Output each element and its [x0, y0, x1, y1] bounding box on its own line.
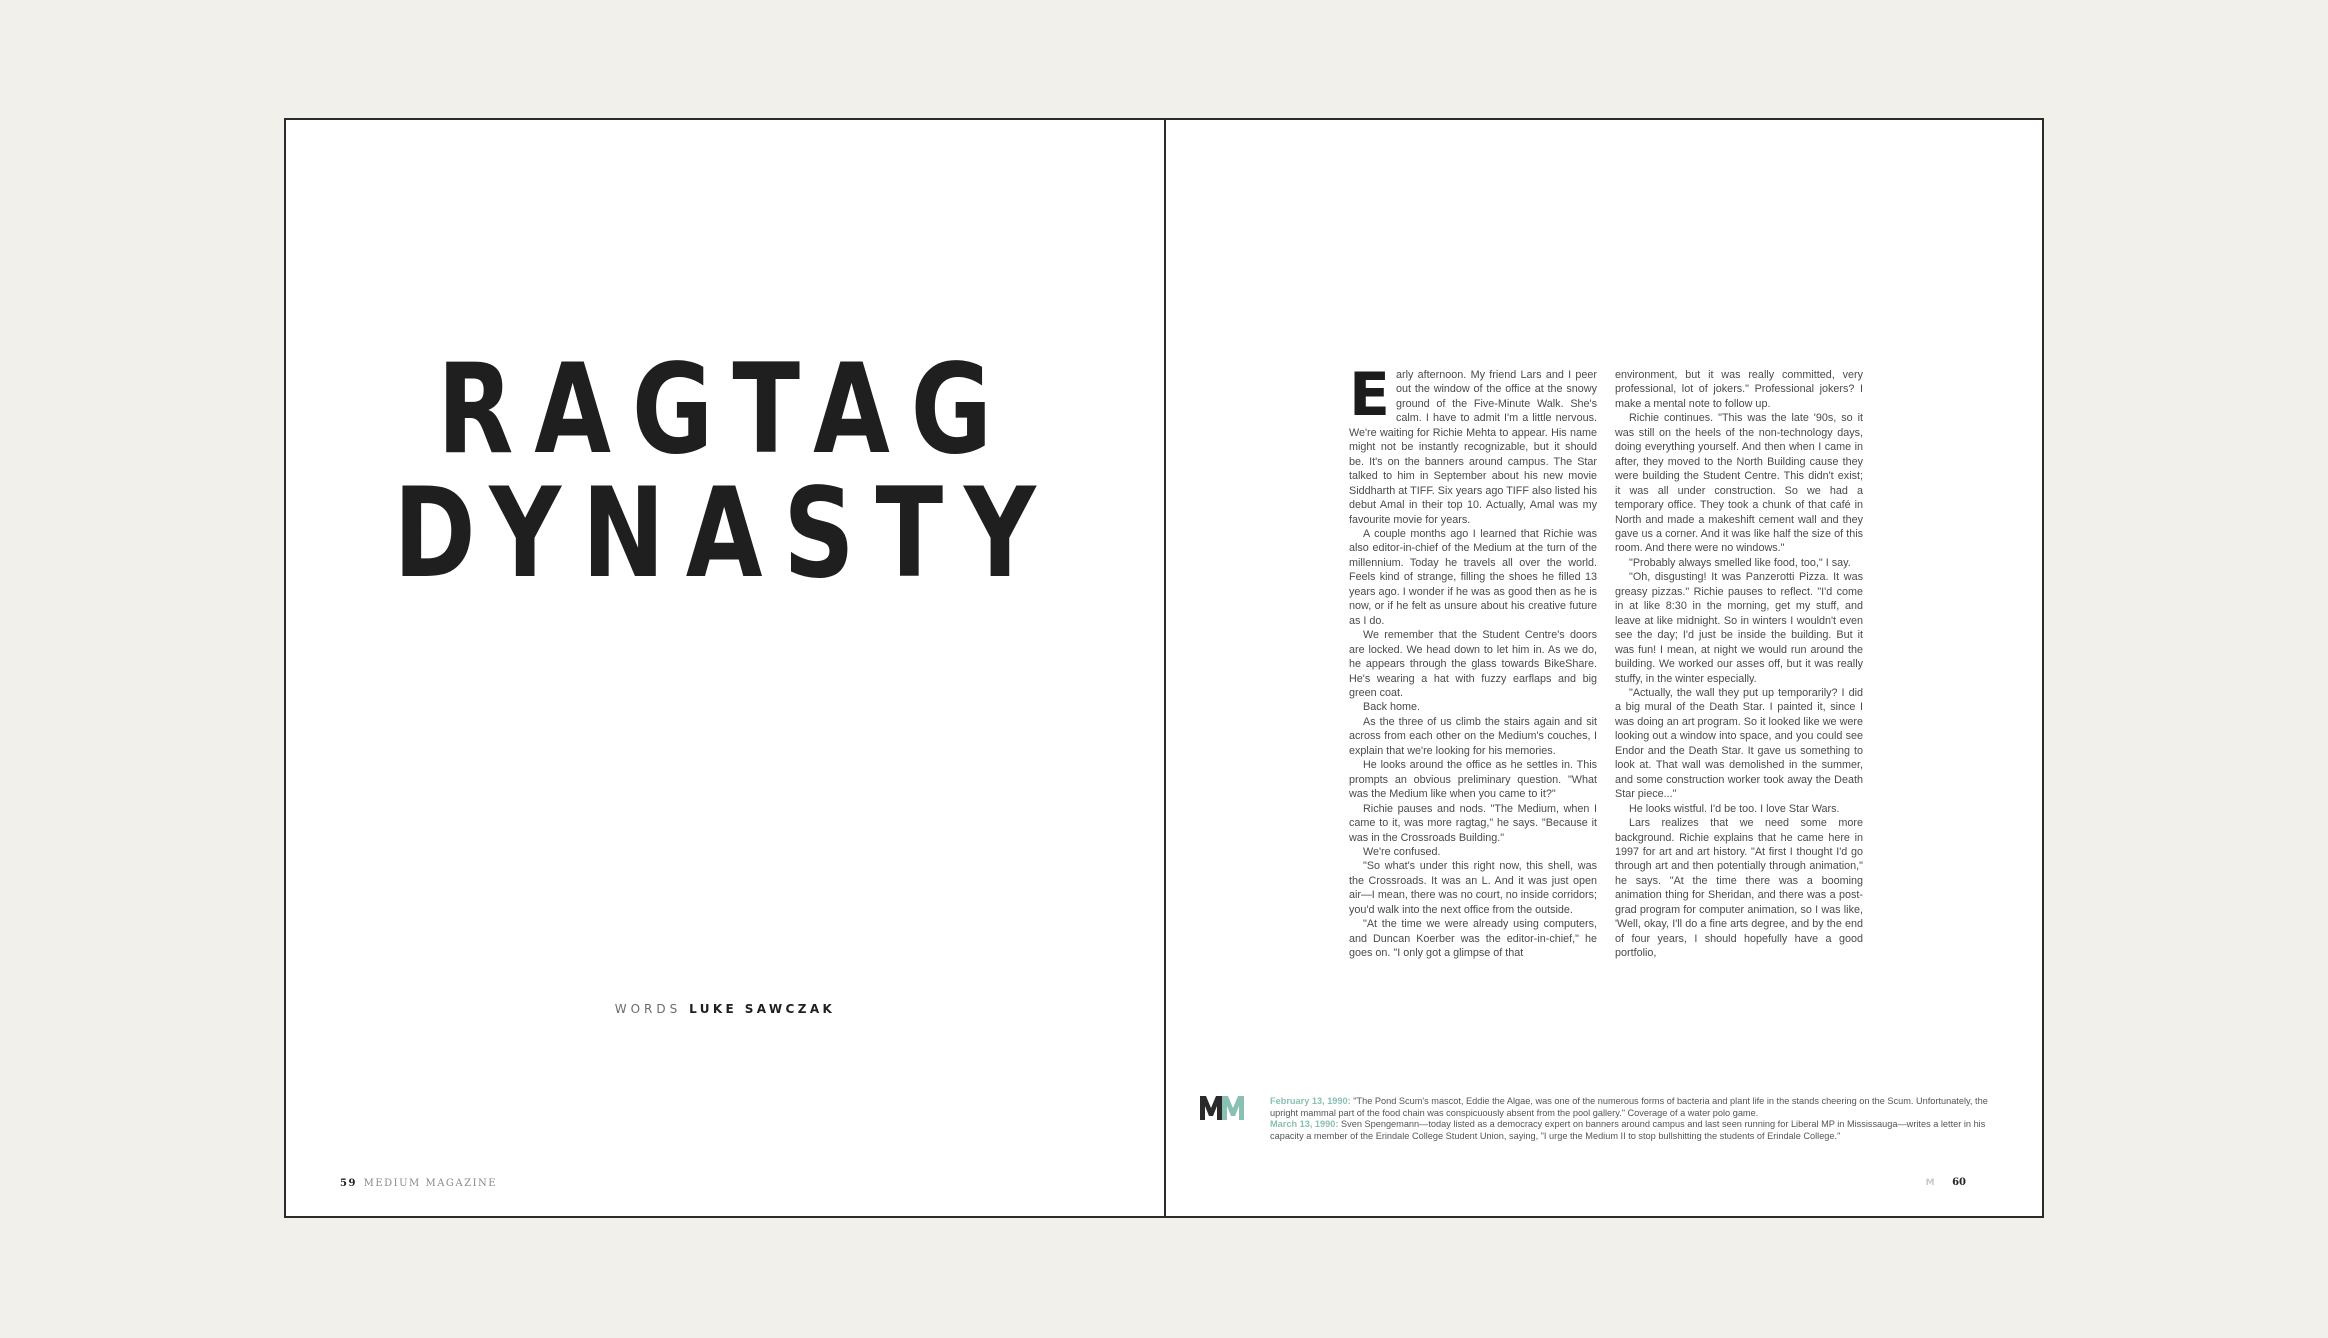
footnote-text: Sven Spengemann—today listed as a democracy expert on banners around campus and last seen running for Liberal MP in Mississauga—writes a letter in his capacity a member of the Erindale College Student Union, saying, "I urge the Medium II to stop bullshitting the students of Erindale College." — [1270, 1119, 1986, 1141]
footnote-text: "The Pond Scum's mascot, Eddie the Algae, was one of the numerous forms of bacteria and plant life in the stands cheering on the Scum. Unfortunately, the upright mammal part of the food chain was conspicuously absent from the pool gallery." Coverage of a water polo game. — [1270, 1096, 1988, 1118]
paragraph: Richie continues. "This was the late '90s, so it was still on the heels of the non-technology days, doing everything yourself. And then when I came in after, they moved to the North Building cause they were building the Student Centre. This didn't exist; it was all under construction. So we had a temporary office. They took a chunk of that café in North and made a makeshift cement wall and they gave us a corner. And it was like half the size of this room. And there were no windows." — [1615, 412, 1863, 555]
left-folio — [340, 1178, 497, 1189]
paragraph: "Oh, disgusting! It was Panzerotti Pizza. It was greasy pizzas." Richie pauses to reflect. "I'd come in at like 8:30 in the morning, get my stuff, and leave at like midnight. So in winters I wouldn't even see the day; I'd just be inside the building. But it was fun! I mean, at night we would run around the building. We worked our asses off, but it was really stuffy, in the winter especially. — [1615, 571, 1863, 685]
footnote-date: February 13, 1990: — [1270, 1096, 1351, 1106]
paragraph: environment, but it was really committed, very professional, lot of jokers." Professional jokers? I make a mental note to follow up. — [1615, 369, 1863, 410]
paragraph: He looks wistful. I'd be too. I love Star Wars. — [1629, 802, 1840, 815]
page-gutter — [1164, 120, 1166, 1216]
paragraph: "At the time we were already using computers, and Duncan Koerber was the editor-in-chief," he goes on. "I only got a glimpse of that — [1349, 918, 1597, 960]
paragraph: "So what's under this right now, this shell, was the Crossroads. It was an L. And it was just open air—I mean, there was no court, no inside corridors; you'd walk into the next office from the outside. — [1349, 860, 1597, 916]
paragraph: We're confused. — [1363, 845, 1441, 858]
right-page-number: 60 — [1952, 1177, 1966, 1188]
byline-label: WORDS — [614, 1002, 682, 1016]
article-column-2 — [1615, 368, 1863, 1140]
headline-line-2: DYNASTY — [393, 462, 1057, 606]
publication-name: MEDIUM MAGAZINE — [363, 1178, 498, 1189]
byline-author: LUKE SAWCZAK — [689, 1002, 836, 1016]
folio-logo-text: M — [1925, 1178, 1935, 1188]
left-page-number: 59 — [340, 1178, 357, 1189]
headline-line-1: RAGTAG — [437, 338, 1013, 482]
paragraph: Back home. — [1363, 701, 1421, 714]
paragraph: As the three of us climb the stairs again and sit across from each other on the Medium's couches, I explain that we're looking for his memories. — [1349, 715, 1597, 757]
byline — [286, 1002, 1164, 1016]
right-folio — [1666, 1177, 1966, 1188]
paragraph: A couple months ago I learned that Richie was also editor-in-chief of the Medium at the turn of the millennium. Today he travels all over the world. Feels kind of strange, filling the shoes he filled 13 years ago. I wonder if he was as good then as he is now, or if he felt as unsure about his creative future as I do. — [1349, 527, 1597, 627]
medium-logo-icon — [1200, 1094, 1246, 1120]
drop-cap: E — [1349, 368, 1390, 430]
paragraph: We remember that the Student Centre's doors are locked. We head down to let him in. As we do, he appears through the glass towards BikeShare. He's wearing a hat with fuzzy earflaps and big green coat. — [1349, 629, 1597, 699]
footnote-date: March 13, 1990: — [1270, 1119, 1339, 1130]
footnote — [1270, 1096, 1998, 1119]
paragraph: "Probably always smelled like food, too," I say. — [1629, 556, 1851, 569]
footnote — [1270, 1119, 1998, 1142]
paragraph: Richie pauses and nods. "The Medium, when I came to it, was more ragtag," he says. "Because it was in the Crossroads Building." — [1349, 802, 1597, 844]
magazine-spread — [284, 118, 2044, 1218]
paragraph: He looks around the office as he settles in. This prompts an obvious preliminary question. "What was the Medium like when you came to it?" — [1349, 759, 1597, 801]
article-column-1 — [1349, 368, 1597, 1140]
paragraph: arly afternoon. My friend Lars and I peer out the window of the office at the snowy ground of the Five-Minute Walk. She's calm. I have to admit I'm a little nervous. We're waiting for Richie Mehta to appear. His name might not be instantly recognizable, but it should be. It's on the banners around campus. The Star talked to him in September about his new movie Siddharth at TIFF. Six years ago TIFF also listed his debut Amal in their top 10. Actually, Amal was my favourite movie for years. — [1349, 369, 1597, 526]
folio-logo — [1926, 1178, 1935, 1188]
paragraph: Lars realizes that we need some more background. Richie explains that he came here in 1997 for art and art history. "At first I thought I'd go through art and then potentially through animation," he says. "At the time there was a booming animation thing for Sheridan, and there was a post-grad program for computer animation, so I was like, 'Well, okay, I'll do a fine arts degree, and by the end of four years, I should hopefully have a good portfolio, — [1615, 817, 1863, 960]
paragraph: "Actually, the wall they put up temporarily? I did a big mural of the Death Star. I painted it, since I was doing an art program. So it looked like we were looking out a window into space, and you could see Endor and the Death Star. It gave us something to look at. That wall was demolished in the summer, and some construction worker took away the Death Star piece..." — [1615, 686, 1863, 801]
archive-footnotes — [1270, 1096, 1998, 1142]
